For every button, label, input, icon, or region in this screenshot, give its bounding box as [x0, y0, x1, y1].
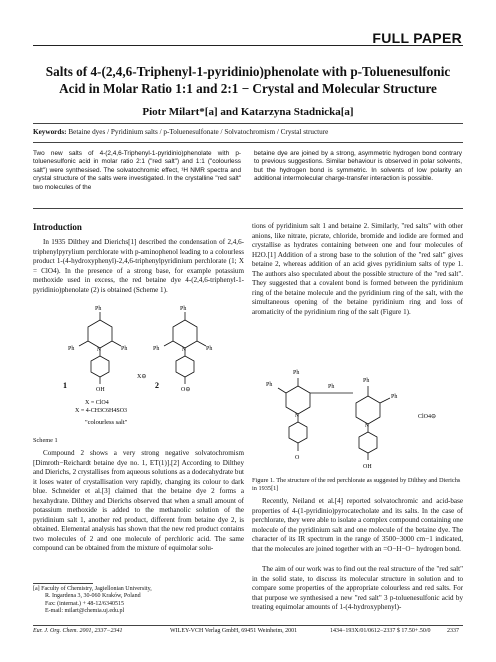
- ph-label: Ph: [121, 346, 128, 352]
- ph-label: Ph: [391, 394, 398, 400]
- footnote-line: E-mail: milart@chemia.uj.edu.pl: [45, 608, 125, 615]
- paragraph: The aim of our work was to find out the real structure of the "red salt" in the solid state, to discuss its molecular structure in solution and to compare some properties of the appropriate colourless and red salts. For that purpose we synthesised a new "red salt" 3 p-toluenesulfonic acid by treating equimolar amounts of 1-(4-hydroxyphenyl)-: [252, 565, 463, 612]
- divider: [33, 142, 463, 143]
- footnote-line: R. Ingardena 3, 30-060 Kraków, Poland: [45, 593, 141, 600]
- colourless-label: "colourless salt": [85, 419, 128, 426]
- paragraph: Recently, Neiland et al.[4] reported solvatochromic and acid-base properties of 4-(1-pyridinio)pyrocatecholate and its salts. In the case of perchlorate, they were able to isolate a complex compound containing one molecule of the pyridinium salt and one molecule of the betaine dye. The character of its IR spectrum in the range of 3500−3000 cm−1 indicated, that the molecules are joined together with an =O−H−O− hydrogen bond.: [252, 497, 463, 553]
- paper-title: Salts of 4-(2,4,6-Triphenyl-1-pyridinio)phenolate with p-Toluenesulfonic Acid in Molar Ratio 1:1 and 2:1 − Crystal and Molecular Structure: [45, 64, 451, 96]
- right-paragraph-3: [252, 565, 463, 613]
- right-paragraph-2: [252, 497, 463, 554]
- x-def-2: X = 4-CH3C6H4SO3: [75, 408, 128, 414]
- scheme-1: [55, 300, 225, 430]
- ph-label: Ph: [68, 346, 75, 352]
- divider: [33, 123, 463, 124]
- paragraph: tions of pyridinium salt 1 and betaine 2. Similarly, "red salts" with other anions, like nitrate, picrate, chloride, bromide and iodide are formed and crystallise as hydrates containing between one and four molecules of H2O.[1] Addition of a strong base to the solution of the "red salt" gives betaine 2, whereas addition of an acid gives pyridinium salts of type 1. The authors also speculated about the possible structure of the "red salt". They suggested that a covalent bond is formed between the pyridinium ring of the betaine molecule and the pyridinium ring of the salt, with the simultaneous opening of the betaine pyridinium ring and loss of aromaticity of the pyridinium ring of the salt (Figure 1).: [252, 222, 463, 316]
- authors: Piotr Milart*[a] and Katarzyna Stadnicka[a]: [142, 106, 354, 118]
- affiliation-footnote: [33, 586, 243, 616]
- n-label: N: [365, 423, 369, 429]
- figure-1-drawing: [258, 356, 458, 474]
- footnote-marker: [a]: [33, 586, 40, 592]
- oh-label: OH: [96, 387, 105, 393]
- scheme-caption: Scheme 1: [33, 437, 58, 444]
- scheme-1-drawing: [55, 300, 225, 430]
- footnote-rule: [33, 583, 93, 584]
- ph-label: Ph: [266, 382, 273, 388]
- right-paragraph-1: [252, 222, 463, 317]
- keywords: [33, 128, 463, 136]
- x-def-1: X = ClO4: [85, 400, 109, 406]
- page-number: 2337: [447, 628, 459, 634]
- n-label: N: [97, 347, 101, 353]
- section-heading: Introduction: [33, 222, 82, 232]
- footnote-line: Faculty of Chemistry, Jagiellonian University,: [41, 586, 152, 592]
- ph-label: Ph: [180, 306, 187, 312]
- section-label: FULL PAPER: [372, 30, 462, 46]
- figure-1: [258, 356, 458, 474]
- ph-label: Ph: [328, 384, 335, 390]
- intro-paragraph-2: [33, 449, 244, 554]
- anion-label: X⊖: [137, 374, 147, 380]
- ph-label: Ph: [95, 306, 102, 312]
- intro-paragraph-1: [33, 238, 244, 295]
- publisher: WILEY-VCH Verlag GmbH, 69451 Weinheim, 2001: [170, 628, 298, 634]
- ph-label: Ph: [293, 370, 300, 376]
- ph-label: Ph: [363, 378, 370, 384]
- figure-1-caption: Figure 1. The structure of the red perchlorate as suggested by Dilthey and Dierichs in 1935[1]: [252, 477, 461, 492]
- ph-label: Ph: [153, 346, 160, 352]
- footnote-line: Fax: (internat.) + 48-12/6340515: [45, 600, 125, 607]
- o-label: O: [295, 455, 300, 461]
- compound-1-label: 1: [63, 381, 67, 390]
- footer-rule: [33, 625, 463, 626]
- keywords-label: Keywords:: [33, 128, 67, 136]
- abstract-left: Two new salts of 4-(2,4,6-Triphenyl-1-pyridinio)phenolate with p-toluenesulfonic acid in molar ratio 2:1 ("red salt") and 1:1 ("colourless salt") were synthesised. The solvatochromic effect, ¹H NMR spectra and crystal structure of the salts were investigated. In the crystalline "red salt" two molecules of the: [33, 150, 241, 191]
- divider: [33, 208, 463, 209]
- anion-label: ClO4⊖: [418, 414, 437, 420]
- compound-2-label: 2: [155, 381, 159, 390]
- issn: 1434−193X/01/0612−2337 $ 17.50+.50/0: [330, 628, 431, 634]
- header-rule: [33, 45, 463, 46]
- oh-label: OH: [363, 464, 372, 470]
- ph-label: Ph: [206, 346, 213, 352]
- n-label: N: [295, 413, 299, 419]
- o-label: O⊖: [181, 387, 191, 393]
- keywords-text: Betaine dyes / Pyridinium salts / p-Toluenesulfonate / Solvatochromism / Crystal structure: [68, 128, 329, 136]
- abstract-right: betaine dye are joined by a strong, asymmetric hydrogen bond contrary to previous suggestions. Similar behaviour is observed in polar solvents, but the hydrogen bond is symmetric. In solvents of low polarity an additional intermolecular charge-transfer interaction is possible.: [254, 150, 462, 183]
- paragraph: Compound 2 shows a very strong negative solvatochromism [Dimroth−Reichardt betaine dye no. 1, ET(1)].[2] According to Dilthey and Dierichs, 2 crystallises from aqueous solutions as a dodecahydrate but it loses water of crystallisation very rapidly, changing its colour to dark blue. Schneider et al.[3] claimed that the betaine dye 2 forms a hexahydrate. Dilthey and Dierichs observed that when a small amount of potassium methoxide is added to the methanolic solution of the pyridinium salt 1, another red product, different from betaine dye 2, is obtained. Elemental analysis has shown that the new red product contains two molecules of 2 and one molecule of perchloric acid. The same compound can be obtained from the mixture of equimolar solu-: [33, 449, 244, 553]
- journal-citation: Eur. J. Org. Chem. 2001, 2337−2341: [33, 628, 123, 634]
- n-label: N: [182, 347, 186, 353]
- paragraph: In 1935 Dilthey and Dierichs[1] described the condensation of 2,4,6-triphenylpyrylium perchlorate with p-aminophenol leading to a colourless product 1-(4-hydroxyphenyl)-2,4,6-triphenylpyridinium perchlorate (1; X = ClO4). In the presence of a strong base, for example potassium methoxide used in excess, the red betaine dye 4-(2,4,6-triphenyl-1-pyridinio)phenolate (2) is obtained (Scheme 1).: [33, 238, 244, 294]
